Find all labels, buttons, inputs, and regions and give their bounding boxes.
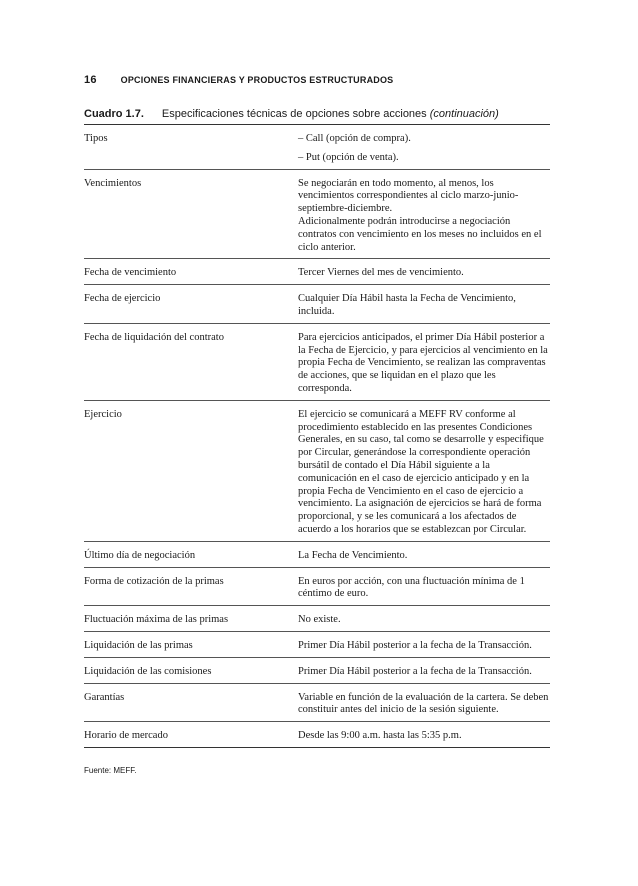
row-value <box>298 692 550 718</box>
row-label: Último día de negociación <box>84 549 196 561</box>
row-label: Fecha de liquidación del contrato <box>84 331 224 343</box>
row-label: Tipos <box>84 133 108 144</box>
caption-continuation: (continuación) <box>429 108 499 120</box>
row-label: Garantías <box>84 691 125 703</box>
table-row <box>84 568 550 607</box>
table-row <box>84 542 550 568</box>
row-label: Vencimientos <box>84 177 142 189</box>
row-label: Forma de cotización de la primas <box>84 575 224 587</box>
row-value-paragraph: Primer Día Hábil posterior a la fecha de la Transacción. <box>298 665 532 677</box>
row-value-paragraph: Cualquier Día Hábil hasta la Fecha de Vencimiento, incluida. <box>298 293 516 317</box>
row-value-paragraph: Primer Día Hábil posterior a la fecha de la Transacción. <box>298 639 532 651</box>
row-value-paragraph: – Put (opción de venta). <box>298 151 399 163</box>
row-value <box>298 576 550 602</box>
row-value <box>298 178 550 255</box>
table-row <box>84 170 550 260</box>
table-row <box>84 632 550 658</box>
table-row <box>84 324 550 401</box>
table-row <box>84 658 550 684</box>
running-title: OPCIONES FINANCIERAS Y PRODUCTOS ESTRUCTURADOS <box>120 75 394 85</box>
caption-title: Especificaciones técnicas de opciones sobre acciones <box>161 108 427 120</box>
row-value <box>298 614 550 627</box>
row-value <box>298 550 550 563</box>
row-label: Fecha de vencimiento <box>84 267 177 279</box>
row-label: Fluctuación máxima de las primas <box>84 614 229 626</box>
row-value-paragraph: – Call (opción de compra). <box>298 133 411 144</box>
row-value <box>298 409 550 537</box>
table-row <box>84 125 550 170</box>
row-value-paragraph: El ejercicio se comunicará a MEFF RV conforme al procedimiento establecido en las presentes Condiciones Generales, en su caso, tal como se desarrolle y especifique por Circular, generándose la correspondiente operación bursátil de contado el Día Hábil siguiente a la comunicación en el caso de ejercicio anticipado y en la propia Fecha de Vencimiento en el caso de ejercicio a vencimiento. La asignación de ejercicios se hará de forma proporcional, y se les comunicará a los afectados de acuerdo a los horarios que se establezcan por Circular. <box>298 408 544 535</box>
table-row <box>84 259 550 285</box>
source-note: Fuente: MEFF. <box>84 766 137 775</box>
table-caption <box>84 108 499 120</box>
row-value-paragraph: Desde las 9:00 a.m. hasta las 5:35 p.m. <box>298 730 462 742</box>
row-value-paragraph: Tercer Viernes del mes de vencimiento. <box>298 267 464 279</box>
table-row <box>84 401 550 542</box>
running-header <box>84 74 393 86</box>
row-value-paragraph: En euros por acción, con una fluctuación mínima de 1 céntimo de euro. <box>298 575 525 600</box>
row-label: Liquidación de las primas <box>84 639 193 651</box>
row-value <box>298 640 550 653</box>
row-value-paragraph: No existe. <box>298 614 341 626</box>
row-value-paragraph: Variable en función de la evaluación de la cartera. Se deben constituir antes del inicio de la sesión siguiente. <box>298 691 549 716</box>
row-value <box>298 267 550 280</box>
table-row <box>84 722 550 748</box>
row-value-paragraph: Para ejercicios anticipados, el primer Día Hábil posterior a la Fecha de Ejercicio, y para ejercicios al vencimiento en la propia Fecha de Vencimiento, se realizan las compraventas de acciones, que se liquidan en el plazo que les corresponda. <box>298 331 548 394</box>
row-label: Liquidación de las comisiones <box>84 665 212 677</box>
specifications-table <box>84 124 550 748</box>
table-row <box>84 606 550 632</box>
row-label: Horario de mercado <box>84 730 168 742</box>
row-value-paragraph: Se negociarán en todo momento, al menos, los vencimientos correspondientes al ciclo marzo-junio-septiembre-diciembre. Adicionalmente podrán introducirse a negociación contratos con vencimiento en los meses no incluidos en el ciclo anterior. <box>298 177 542 253</box>
page-number: 16 <box>84 74 97 86</box>
caption-number: Cuadro 1.7. <box>84 108 144 120</box>
row-value-paragraph: La Fecha de Vencimiento. <box>298 549 408 561</box>
row-value <box>298 730 550 743</box>
row-label: Fecha de ejercicio <box>84 293 161 305</box>
row-value <box>298 293 550 319</box>
row-value <box>298 666 550 679</box>
row-value <box>298 332 550 396</box>
table-row <box>84 285 550 324</box>
row-label: Ejercicio <box>84 408 122 420</box>
table-row <box>84 684 550 723</box>
row-value <box>298 133 550 165</box>
